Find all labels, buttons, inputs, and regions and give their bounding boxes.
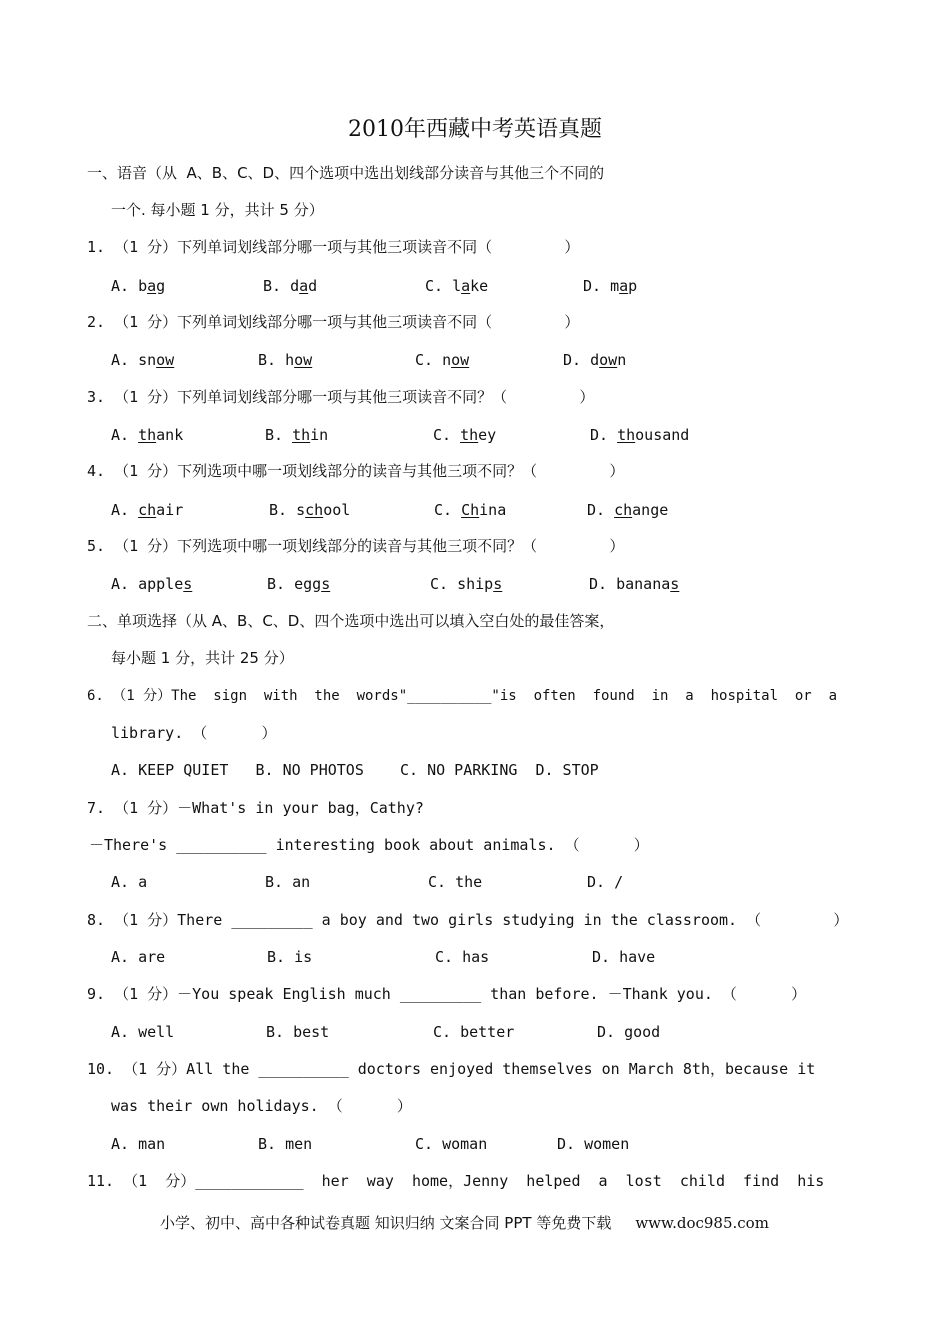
q9-option-d[interactable]: D. good xyxy=(597,1023,661,1041)
q10-stem: 10. （1 分）All the __________ doctors enjoyed themselves on March 8th，because it xyxy=(87,1060,816,1078)
q1-option-c[interactable]: C. lake xyxy=(425,277,489,295)
q3-option-b[interactable]: B. thin xyxy=(265,426,329,444)
q2-stem: 2. （1 分）下列单词划线部分哪一项与其他三项读音不同（ ） xyxy=(87,313,580,331)
q9-stem: 9. （1 分）－You speak English much _________ than before. －Thank you. （ ） xyxy=(87,985,807,1003)
q4-option-c[interactable]: C. China xyxy=(434,501,507,519)
q5-option-a[interactable]: A. apples xyxy=(111,575,193,593)
q8-option-b[interactable]: B. is xyxy=(267,948,313,966)
q3-option-d[interactable]: D. thousand xyxy=(590,426,690,444)
q5-option-b[interactable]: B. eggs xyxy=(267,575,331,593)
q8-option-c[interactable]: C. has xyxy=(435,948,490,966)
q5-stem: 5. （1 分）下列选项中哪一项划线部分的读音与其他三项不同？（ ） xyxy=(87,537,625,555)
q10-option-c[interactable]: C. woman xyxy=(415,1135,488,1153)
q4-option-a[interactable]: A. chair xyxy=(111,501,184,519)
q7-option-b[interactable]: B. an xyxy=(265,873,311,891)
q10-option-d[interactable]: D. women xyxy=(557,1135,630,1153)
section1-heading: 一、语音（从 A、B、C、D、四个选项中选出划线部分读音与其他三个不同的 xyxy=(87,164,605,182)
q5-option-d[interactable]: D. bananas xyxy=(589,575,680,593)
q3-option-c[interactable]: C. they xyxy=(433,426,497,444)
q1-option-b[interactable]: B. dad xyxy=(263,277,318,295)
q10-stem-cont: was their own holidays. （ ） xyxy=(111,1097,412,1115)
q7-option-d[interactable]: D. / xyxy=(587,873,624,891)
q3-option-a[interactable]: A. thank xyxy=(111,426,184,444)
q4-option-b[interactable]: B. school xyxy=(269,501,351,519)
q4-stem: 4. （1 分）下列选项中哪一项划线部分的读音与其他三项不同？（ ） xyxy=(87,462,625,480)
q7-option-a[interactable]: A. a xyxy=(111,873,148,891)
q9-option-b[interactable]: B. best xyxy=(266,1023,330,1041)
q10-option-b[interactable]: B. men xyxy=(258,1135,313,1153)
q8-stem: 8. （1 分）There _________ a boy and two girls studying in the classroom. （ ） xyxy=(87,911,849,929)
q5-option-c[interactable]: C. ships xyxy=(430,575,503,593)
q2-option-c[interactable]: C. now xyxy=(415,351,470,369)
q8-option-a[interactable]: A. are xyxy=(111,948,166,966)
q8-option-d[interactable]: D. have xyxy=(592,948,656,966)
q11-stem: 11. （1 分）____________ her way home，Jenny helped a lost child find his xyxy=(87,1172,825,1190)
q2-option-a[interactable]: A. snow xyxy=(111,351,175,369)
q2-option-d[interactable]: D. down xyxy=(563,351,627,369)
footer-text: 小学、初中、高中各种试卷真题 知识归纳 文案合同 PPT 等免费下载 xyxy=(160,1214,612,1232)
q6-stem-cont: library. （ ） xyxy=(111,724,277,742)
page-footer xyxy=(160,1212,769,1233)
section1-heading-cont: 一个. 每小题 1 分，共计 5 分） xyxy=(111,201,324,219)
q2-option-b[interactable]: B. how xyxy=(258,351,313,369)
q6-options[interactable]: A. KEEP QUIET B. NO PHOTOS C. NO PARKING D. STOP xyxy=(111,761,599,779)
q1-option-d[interactable]: D. map xyxy=(583,277,638,295)
q9-option-c[interactable]: C. better xyxy=(433,1023,515,1041)
q6-stem: 6. （1 分）The sign with the words"__________"is often found in a hospital or a xyxy=(87,688,838,704)
q3-stem: 3. （1 分）下列单词划线部分哪一项与其他三项读音不同？（ ） xyxy=(87,388,595,406)
q7-option-c[interactable]: C. the xyxy=(428,873,483,891)
q10-option-a[interactable]: A. man xyxy=(111,1135,166,1153)
section2-heading: 二、单项选择（从 A、B、C、D、四个选项中选出可以填入空白处的最佳答案， xyxy=(87,612,615,630)
q1-option-a[interactable]: A. bag xyxy=(111,277,166,295)
q7-stem: 7. （1 分）－What's in your bag，Cathy? xyxy=(87,799,424,817)
q9-option-a[interactable]: A. well xyxy=(111,1023,175,1041)
q1-stem: 1. （1 分）下列单词划线部分哪一项与其他三项读音不同（ ） xyxy=(87,238,580,256)
section2-heading-cont: 每小题 1 分，共计 25 分） xyxy=(111,649,294,667)
q4-option-d[interactable]: D. change xyxy=(587,501,669,519)
q7-stem-cont: －There's __________ interesting book about animals. （ ） xyxy=(89,836,649,854)
footer-url[interactable]: www.doc985.com xyxy=(635,1214,769,1232)
page-title: 2010年西藏中考英语真题 xyxy=(348,117,602,142)
